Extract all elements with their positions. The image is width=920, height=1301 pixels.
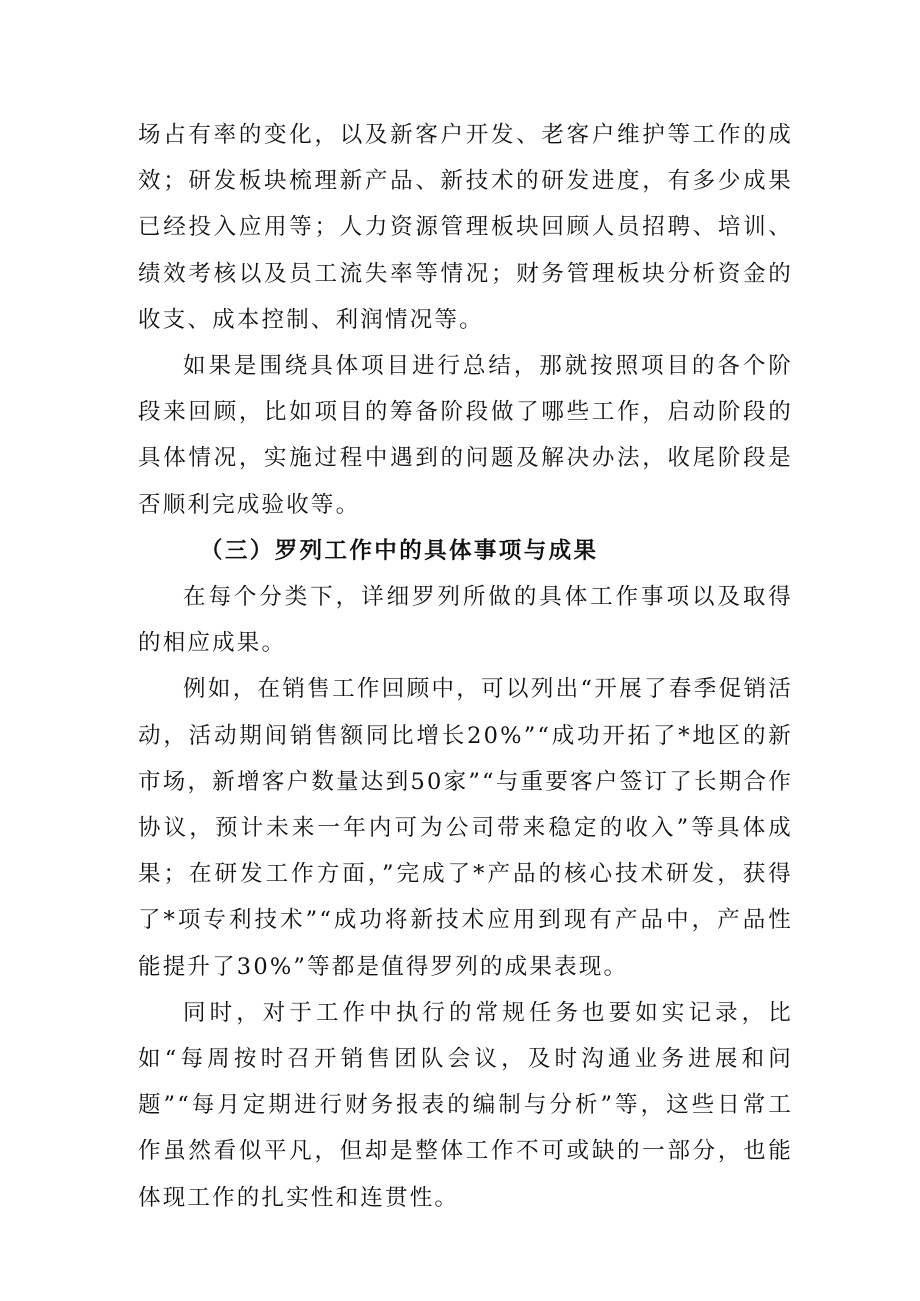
paragraph-project-summary: 如果是围绕具体项目进行总结，那就按照项目的各个阶段来回顾，比如项目的筹备阶段做了哪些工作，启动阶段的具体情况，实施过程中遇到的问题及解决办法，收尾阶段是否顺利完成验收等。	[138, 353, 793, 518]
paragraph-routine-tasks: 同时，对于工作中执行的常规任务也要如实记录，比如“每周按时召开销售团队会议，及时沟通业务进展和问题”“每月定期进行财务报表的编制与分析”等，这些日常工作虽然看似平凡，但却是整体工作不可或缺的一部分，也能体现工作的扎实性和连贯性。	[138, 999, 793, 1211]
paragraph-examples: 例如，在销售工作回顾中，可以列出“开展了春季促销活动，活动期间销售额同比增长20%”“成功开拓了*地区的新市场，新增客户数量达到50家”“与重要客户签订了长期合作协议，预计未来一年内可为公司带来稳定的收入”等具体成果；在研发工作方面，”完成了*产品的核心技术研发，获得了*项专利技术”“成功将新技术应用到现有产品中，产品性能提升了30%”等都是值得罗列的成果表现。	[138, 676, 793, 980]
paragraph-continued: 场占有率的变化，以及新客户开发、老客户维护等工作的成效；研发板块梳理新产品、新技术的研发进度，有多少成果已经投入应用等；人力资源管理板块回顾人员招聘、培训、绩效考核以及员工流失率等情况；财务管理板块分析资金的收支、成本控制、利润情况等。	[138, 122, 793, 333]
document-body	[138, 112, 793, 1221]
paragraph-list-items: 在每个分类下，详细罗列所做的具体工作事项以及取得的相应成果。	[138, 584, 793, 657]
section-heading: （三）罗列工作中的具体事项与成果	[200, 537, 599, 564]
